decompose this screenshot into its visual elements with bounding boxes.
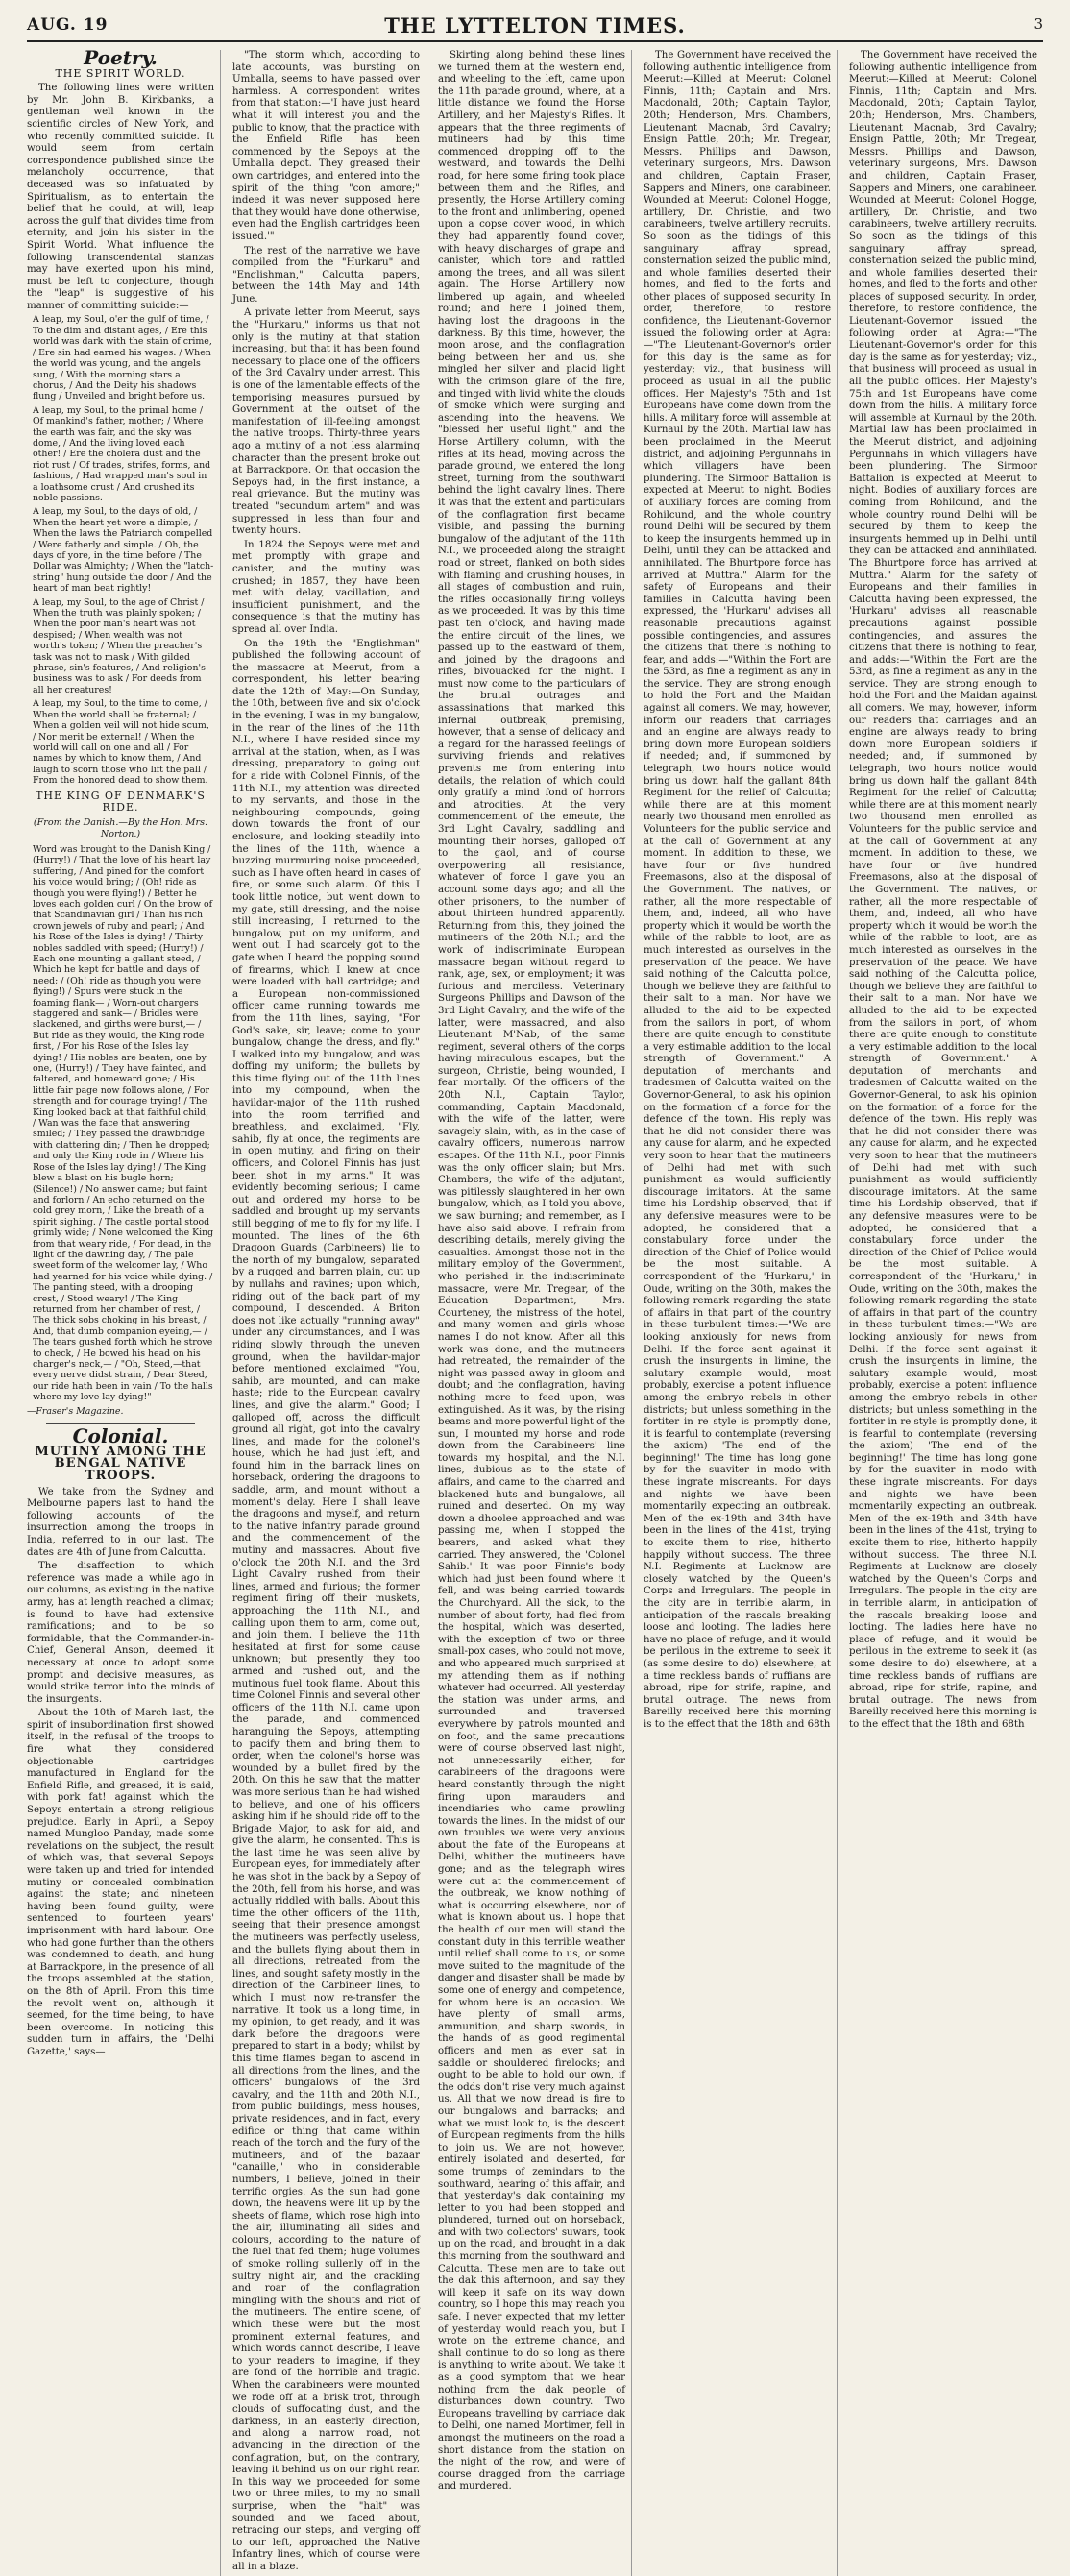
column-5 — [849, 50, 1043, 2576]
poem-title: THE SPIRIT WORLD. — [55, 66, 186, 80]
poem-intro: The following lines were written by Mr. John B. Kirkbanks, a gentleman well known in the scientific circles of New York, and who recently committed suicide. It would seem from certain correspondence published since the melancholy occurrence, that deceased was so infatuated by Spiritualism, as to entertain the belief that he could, at will, leap across the gulf that divides time from eternity, and join his sister in the Spirit World. What influence the following transcendental stanzas may have exerted upon his mind, must be left to conjecture, though the "leap" is suggestive of his manner of committing suicide:— — [27, 83, 214, 311]
article-headline: MUTINY AMONG THE BENGAL NATIVE TROOPS. — [35, 1444, 207, 1483]
column-3 — [438, 50, 632, 2576]
poem-stanza: A leap, my Soul, o'er the gulf of time, / To the dim and distant ages, / Ere this world was dark with the stain of crime, / Ere sin had earned his wages. / When the world was young, and the angels sung, / With the morning stars a chorus, / And the Deity his shadows flung / Unveiled and bright before us. — [33, 314, 212, 402]
poem-stanza: A leap, my Soul, to the age of Christ / When the truth was plainly spoken; / When the poor man's heart was not despised; / When wealth was not worth's token; / When the preacher's task was not to mask / With gilded phrase, sin's features, / And religion's business was to ask / For deeds from all her creatures! — [33, 596, 206, 695]
article-paragraph: In 1824 the Sepoys were met and met promptly with grape and canister, and the mutiny was crushed; in 1857, they have been met with delay, vacillation, and insufficient punishment, and the consequence is that the mutiny has spread all over India. — [232, 539, 420, 635]
column-2 — [232, 50, 426, 2576]
poetry-section-heading: Poetry. — [84, 46, 158, 69]
poem2-byline: (From the Danish.—By the Hon. Mrs. Norton.) — [33, 816, 208, 840]
article-paragraph: The rest of the narrative we have compiled from the "Hurkaru" and "Englishman," Calcutta papers, between the 14th May and 14th June. — [232, 245, 420, 304]
page-number: 3 — [1034, 15, 1043, 33]
poem-stanza: A leap, my Soul, to the time to come, / When the world shall be fraternal; / When a golden veil will not hide scum, / Nor merit be external! / When the world will call on one and all / For names by which to know them, / And laugh to scorn those who lift the pall / From the honored dead to show them. — [33, 698, 209, 787]
poem-stanza: A leap, my Soul, to the primal home / Of mankind's father, mother; / Where the earth was fair, and the sky was dome, / And the living loved each other! / Ere the cholera dust and the riot rust / Of trades, strifes, forms, and fashions, / Had wrapped man's soul in a loathsome crust / And crushed its noble passions. — [33, 404, 211, 503]
article-paragraph: The Government have received the following authentic intelligence from Meerut:—Killed at Meerut: Colonel Finnis, 11th; Captain and Mrs. Macdonald, 20th; Captain Taylor, 20th; Henderson, Mrs. Chambers, Lieutenant Macnab, 3rd Cavalry; Ensign Pattle, 20th; Mr. Tregear, Messrs. Phillips and Dawson, veterinary surgeons, Mrs. Dawson and children, Captain Fraser, Sappers and Miners, one carabineer. Wounded at Meerut: Colonel Hogge, artillery, Dr. Christie, and two carabineers, twelve artillery recruits. So soon as the tidings of this sanguinary affray spread, consternation seized the public mind, and whole families deserted their homes, and fled to the forts and other places of supposed security. In order, therefore, to restore confidence, the Lieutenant-Governor issued the following order at Agra:—"The Lieutenant-Governor's order for this day is the same as for yesterday; viz., that business will proceed as usual in all the public offices. Her Majesty's 75th and 1st Europeans have come down from the hills. A military force will assemble at Kurnaul by the 20th. Martial law has been proclaimed in the Meerut district, and adjoining Pergunnahs in which villagers have been plundering. The Sirmoor Battalion is expected at Meerut to night. Bodies of auxiliary forces are coming from Rohilcund, and the whole country round Delhi will be secured by them to keep the insurgents hemmed up in Delhi, until they can be attacked and annihilated. The Bhurtpore force has arrived at Muttra." Alarm for the safety of Europeans and their families in Calcutta having been expressed, the 'Hurkaru' advises all reasonable precautions against possible contingencies, and assures the citizens that there is nothing to fear, and adds:—"Within the Fort are the 53rd, as fine a regiment as any in the service. They are strong enough to hold the Fort and the Maidan against all comers. We may, however, inform our readers that carriages and an engine are always ready to bring down more European soldiers if needed; and, if summoned by telegraph, two hours notice would bring us down half the gallant 84th Regiment for the relief of Calcutta; while there are at this moment nearly two thousand men enrolled as Volunteers for the public service and at the call of Government at any moment. In addition to these, we have four or five hundred Freemasons, also at the disposal of the Government. The natives, or rather, all the more respectable of them, and, indeed, all who have property which it would be worth the while of the rabble to loot, are as much interested as ourselves in the preservation of the peace. We have said nothing of the Calcutta police, though we believe they are faithful to their salt to a man. Nor have we alluded to the aid to be expected from the sailors in port, of whom there are quite enough to constitute a very estimable addition to the local strength of Government." A deputation of merchants and tradesmen of Calcutta waited on the Governor-General, to ask his opinion on the formation of a force for the defence of the town. His reply was that he did not consider there was any cause for alarm, and he expected very soon to hear that the mutineers of Delhi had met with such punishment as would sufficiently discourage imitators. At the same time his Lordship observed, that if any defensive measures were to be adopted, he considered that a constabulary force under the direction of the Chief of Police would be the most suitable. A correspondent of the 'Hurkaru,' in Oude, writing on the 30th, makes the following remark regarding the state of affairs in that part of the country in these turbulent times:—"We are looking anxiously for news from Delhi. If the force sent against it crush the insurgents in limine, the salutary example would, most probably, exercise a potent influence among the embryo rebels in other districts; but unless something in the fortiter in re style is promptly done, it is fearful to contemplate (reversing the axiom) 'The end of the beginning!' The time has long gone by for the suaviter in modo with these ingrate miscreants. For days and nights we have been momentarily expecting an outbreak. Men of the ex-19th and 34th have been in the lines of the 41st, trying to excite them to rise, hitherto happily without success. The three N.I. Regiments at Lucknow are closely watched by the Queen's Corps and Irregulars. The people in the city are in terrible alarm, in anticipation of the rascals breaking loose and looting. The ladies here have no place of refuge, and it would be perilous in the extreme to seek it (as some desire to do) elsewhere, at a time reckless bands of ruffians are abroad, ripe for strife, rapine, and brutal outrage. The news from Bareilly received here this morning is to the effect that the 18th and 68th — [644, 50, 832, 1730]
poem2-text: Word was brought to the Danish King / (Hurry!) / That the love of his heart lay suffering, / And pined for the comfort his voice would bring; / (Oh! ride as though you were flying!) / Better he loves each golden curl / On the brow of that Scandinavian girl / Than his rich crown jewels of ruby and pearl; / And his Rose of the Isles is dying! / Thirty nobles saddled with speed; (Hurry!) / Each one mounting a gallant steed, / Which he kept for battle and days of need; / (Oh! ride as though you were flying!) / Spurs were stuck in the foaming flank— / Worn-out chargers staggered and sank— / Bridles were slackened, and girths were burst,— / But ride as they would, the King rode first, / For his Rose of the Isles lay dying! / His nobles are beaten, one by one, (Hurry!) / They have fainted, and faltered, and homeward gone; / His little fair page now follows alone, / For strength and for courage trying! / The King looked back at that faithful child, / Wan was the face that answering smiled; / They passed the drawbridge with clattering din; / Then he dropped; and only the King rode in / Where his Rose of the Isles lay dying! / The King blew a blast on his bugle horn; (Silence!) / No answer came; but faint and forlorn / An echo returned on the cold grey morn, / Like the breath of a spirit sighing. / The castle portal stood grimly wide; / None welcomed the King from that weary ride, / For dead, in the light of the dawning day, / The pale sweet form of the welcomer lay, / Who had yearned for his voice while dying. / The panting steed, with a drooping crest, / Stood weary! / The King returned from her chamber of rest, / The thick sobs choking in his breast, / And, that dumb companion eyeing,— / The tears gushed forth which he strove to check, / He bowed his head on his charger's neck,— / "Oh, Steed,—that every nerve didst strain, / Dear Steed, our ride hath been in vain / To the halls where my love lay dying!" — [33, 843, 214, 1403]
column-1 — [27, 46, 221, 2576]
poem2-source: —Fraser's Magazine. — [27, 1405, 124, 1417]
article-paragraph: About the 10th of March last, the spirit of insubordination first showed itself, in the refusal of the troops to fire what they considered objectionable cartridges manufactured in England for the Enfield Rifle, and greased, it is said, with pork fat! against which the Sepoys entertain a strong religious prejudice. Early in April, a Sepoy named Mungloo Panday, made some revelations on the subject, the result of which was, that several Sepoys were taken up and tried for intended mutiny or concealed combination against the state; and nineteen having been found guilty, were sentenced to fourteen years' imprisonment with hard labour. One who had gone further than the others was condemned to death, and hung at Barrackpore, in the presence of all the troops assembled at the station, on the 8th of April. From this time the revolt went on, although it seemed, for the time being, to have been overcome. In noticing this sudden turn in affairs, the 'Delhi Gazette,' says— — [27, 1708, 214, 2057]
article-paragraph: The disaffection to which reference was made a while ago in our columns, as existing in the native army, has at length reached a climax; is found to have had extensive ramifications; and to be so formidable, that the Commander-in-Chief, General Anson, deemed it necessary at once to adopt some prompt and decisive measures, as would strike terror into the minds of the insurgents. — [27, 1561, 214, 1705]
article-paragraph: The Government have received the following authentic intelligence from Meerut:—Killed at Meerut: Colonel Finnis, 11th; Captain and Mrs. Macdonald, 20th; Captain Taylor, 20th; Henderson, Mrs. Chambers, Lieutenant Macnab, 3rd Cavalry; Ensign Pattle, 20th; Mr. Tregear, Messrs. Phillips and Dawson, veterinary surgeons, Mrs. Dawson and children, Captain Fraser, Sappers and Miners, one carabineer. Wounded at Meerut: Colonel Hogge, artillery, Dr. Christie, and two carabineers, twelve artillery recruits. So soon as the tidings of this sanguinary affray spread, consternation seized the public mind, and whole families deserted their homes, and fled to the forts and other places of supposed security. In order, therefore, to restore confidence, the Lieutenant-Governor issued the following order at Agra:—"The Lieutenant-Governor's order for this day is the same as for yesterday; viz., that business will proceed as usual in all the public offices. Her Majesty's 75th and 1st Europeans have come down from the hills. A military force will assemble at Kurnaul by the 20th. Martial law has been proclaimed in the Meerut district, and adjoining Pergunnahs in which villagers have been plundering. The Sirmoor Battalion is expected at Meerut to night. Bodies of auxiliary forces are coming from Rohilcund, and the whole country round Delhi will be secured by them to keep the insurgents hemmed up in Delhi, until they can be attacked and annihilated. The Bhurtpore force has arrived at Muttra." Alarm for the safety of Europeans and their families in Calcutta having been expressed, the 'Hurkaru' advises all reasonable precautions against possible contingencies, and assures the citizens that there is nothing to fear, and adds:—"Within the Fort are the 53rd, as fine a regiment as any in the service. They are strong enough to hold the Fort and the Maidan against all comers. We may, however, inform our readers that carriages and an engine are always ready to bring down more European soldiers if needed; and, if summoned by telegraph, two hours notice would bring us down half the gallant 84th Regiment for the relief of Calcutta; while there are at this moment nearly two thousand men enrolled as Volunteers for the public service and at the call of Government at any moment. In addition to these, we have four or five hundred Freemasons, also at the disposal of the Government. The natives, or rather, all the more respectable of them, and, indeed, all who have property which it would be worth the while of the rabble to loot, are as much interested as ourselves in the preservation of the peace. We have said nothing of the Calcutta police, though we believe they are faithful to their salt to a man. Nor have we alluded to the aid to be expected from the sailors in port, of whom there are quite enough to constitute a very estimable addition to the local strength of Government." A deputation of merchants and tradesmen of Calcutta waited on the Governor-General, to ask his opinion on the formation of a force for the defence of the town. His reply was that he did not consider there was any cause for alarm, and he expected very soon to hear that the mutineers of Delhi had met with such punishment as would sufficiently discourage imitators. At the same time his Lordship observed, that if any defensive measures were to be adopted, he considered that a constabulary force under the direction of the Chief of Police would be the most suitable. A correspondent of the 'Hurkaru,' in Oude, writing on the 30th, makes the following remark regarding the state of affairs in that part of the country in these turbulent times:—"We are looking anxiously for news from Delhi. If the force sent against it crush the insurgents in limine, the salutary example would, most probably, exercise a potent influence among the embryo rebels in other districts; but unless something in the fortiter in re style is promptly done, it is fearful to contemplate (reversing the axiom) 'The end of the beginning!' The time has long gone by for the suaviter in modo with these ingrate miscreants. For days and nights we have been momentarily expecting an outbreak. Men of the ex-19th and 34th have been in the lines of the 41st, trying to excite them to rise, hitherto happily without success. The three N.I. Regiments at Lucknow are closely watched by the Queen's Corps and Irregulars. The people in the city are in terrible alarm, in anticipation of the rascals breaking loose and looting. The ladies here have no place of refuge, and it would be perilous in the extreme to seek it (as some desire to do) elsewhere, at a time reckless bands of ruffians are abroad, ripe for strife, rapine, and brutal outrage. The news from Bareilly received here this morning is to the effect that the 18th and 68th — [849, 50, 1038, 1730]
article-paragraph: Skirting along behind these lines we turned them at the western end, and wheeling to the left, came upon the 11th parade ground, where, at a little distance we found the Horse Artillery, and her Majesty's Rifles. It appears that the three regiments of mutineers had by this time commenced dropping off to the westward, and towards the Delhi road, for here some firing took place between them and the Rifles, and presently, the Horse Artillery coming to the front and unlimbering, opened upon a copse cover wood, in which they had apparently found cover, with heavy discharges of grape and canister, which tore and rattled among the trees, and all was silent again. The Horse Artillery now limbered up again, and wheeled round; and here I joined them, having lost the dragoons in the darkness. By this time, however, the moon arose, and the conflagration being between her and us, she mingled her silver and placid light with the crimson glare of the fire, and tinged with livid white the clouds of smoke which were surging and ascending into the heavens. We "blessed her useful light," and the Horse Artillery column, with the rifles at its head, moving across the parade ground, we entered the long street, turning from the southward behind the light cavalry lines. There it was that the extent and particulars of the conflagration first became visible, and passing the burning bungalow of the adjutant of the 11th N.I., we proceeded along the straight road or street, flanked on both sides with flaming and crushing houses, in all stages of combustion and ruin, the rifles occasionally firing volleys as we proceeded. It was by this time past ten o'clock, and having made the entire circuit of the lines, we passed up to the eastward of them, and joined by the dragoons and rifles, bivouacked for the night. I must now come to the particulars of the brutal outrages and assassinations that marked this infernal outbreak, premising, however, that a sense of delicacy and a regard for the harassed feelings of surviving friends and relatives prevents me from entering into details, the relation of which could only gratify a mind fond of horrors and atrocities. At the very commencement of the emeute, the 3rd Light Cavalry, saddling and mounting their horses, galloped off to the gaol, and of course overpowering all resistance, whatever of force I gave you an account some days ago; and all the other prisoners, to the number of about thirteen hundred apparently. Returning from this, they joined the mutineers of the 20th N.I.; and the work of indiscriminate European massacre began without regard to rank, age, sex, or employment; it was furious and merciless. Veterinary Surgeons Phillips and Dawson of the 3rd Light Cavalry, and the wife of the latter, were massacred, and also Lieutenant M'Nab, of the same regiment, several others of the corps having miraculous escapes, but the surgeon, Christie, being wounded, I fear mortally. Of the officers of the 20th N.I., Captain Taylor, commanding, Captain Macdonald, with the wife of the latter, were savagely slain, with, as in the case of cavalry officers, numerous narrow escapes. Of the 11th N.I., poor Finnis was the only officer slain; but Mrs. Chambers, the wife of the adjutant, was pitilessly slaughtered in her own bungalow, which, as I told you above, we saw burning; and remember, as I have also said above, I refrain from describing details, merely giving the casualties. Amongst those not in the military employ of the Government, who perished in the indiscriminate massacre, were Mr. Tregear, of the Education Department, Mrs. Courteney, the mistress of the hotel, and many women and girls whose names I do not know. After all this work was done, and the mutineers had retreated, the remainder of the night was passed away in gloom and doubt; and the conflagration, having nothing more to feed upon, was extinguished. As it was, by the rising beams and more powerful light of the sun, I mounted my horse and rode down from the Carabineers' line towards my hospital, and the N.I. lines, dubious as to the state of affairs, and came to the charred and blackened huts and bungalows, all ruined and deserted. On my way down a dhoolee approached and was passing me, when I stopped the bearers, and asked what they carried. They answered, the 'Colonel Sahib.' It was poor Finnis's body which had just been found where it fell, and was being carried towards the Churchyard. All the sick, to the number of about forty, had fled from the hospital, which was deserted, with the exception of two or three small-pox cases, who could not move, and who appeared much surprised at my attending them as if nothing whatever had occurred. All yesterday the station was under arms, and surrounded and traversed everywhere by patrols mounted and on foot, and the same precautions were of course observed last night, not unnecessarily either, for carabineers of the dragoons were heard constantly through the night firing upon marauders and incendiaries who came prowling towards the lines. In the midst of our own troubles we were very anxious about the fate of the Europeans at Delhi, whither the mutineers have gone; and as the telegraph wires were cut at the commencement of the outbreak, we know nothing of what is occurring elsewhere, nor of what is known about us. I hope that the health of our men will stand the constant duty in this terrible weather until relief shall come to us, or some move suited to the magnitude of the danger and disaster shall be made by some one of energy and competence, for whom here is an occasion. We have plenty of small arms, ammunition, and sharp swords, in the hands of as good regimental officers and men as ever sat in saddle or shouldered firelocks; and ought to be able to hold our own, if the odds don't rise very much against us. All that we now dread is fire to our bungalows and barracks; and what we must look to, is the descent of European regiments from the hills to join us. We are not, however, entirely isolated and deserted, for some trumps of zemindars to the southward, hearing of this affair, and that yesterday's dak containing my letter to you had been stopped and plundered, turned out on horseback, and with two collectors' suwars, took up on the road, and brought in a dak this morning from the southward and Calcutta. These men are to take out the dak this afternoon, and say they will keep it safe on its way down country, so I hope this may reach you safe. I never expected that my letter of yesterday would reach you, but I wrote on the extreme chance, and shall continue to do so long as there is anything to write about. We take it as a good symptom that we hear nothing from the dak people of disturbances down country. Two Europeans travelling by carriage dak to Delhi, one named Mortimer, fell in amongst the mutineers on the road a short distance from the station on the night of the row, and were of course dragged from the carriage and murdered. — [438, 50, 626, 2492]
article-paragraph: We take from the Sydney and Melbourne papers last to hand the following accounts of the insurrection among the troops in India, referred to in our last. The dates are 4th of June from Calcutta. — [27, 1486, 214, 1558]
article-paragraph: A private letter from Meerut, says the "Hurkaru," informs us that not only is the mutiny at that station increasing, but that it has been found necessary to place one of the officers of the 3rd Cavalry under arrest. This is one of the lamentable effects of the temporising measures pursued by Government at the outset of the manifestation of ill-feeling amongst the native troops. Thirty-three years ago a mutiny of a not less alarming character than the present broke out at Barrackpore. On that occasion the Sepoys had, in the first instance, a real grievance. But the mutiny was treated "secundum artem" and was suppressed in less than four and twenty hours. — [232, 307, 420, 537]
article-columns — [27, 46, 1043, 2572]
colonial-section-heading: Colonial. — [72, 1424, 169, 1448]
poem2-title: THE KING OF DENMARK'S RIDE. — [36, 789, 206, 814]
article-paragraph: On the 19th the "Englishman" published the following account of the massacre at Meerut, from a correspondent, his letter bearing date the 12th of May:—On Sunday, the 10th, between five and six o'clock in the evening, I was in my bungalow, in the rear of the lines of the 11th N.I., where I have resided since my arrival at the station, when, as I was dressing, preparatory to going out for a ride with Colonel Finnis, of the 11th N.I., my attention was directed to my servants, and those in the neighbouring compounds, going down towards the front of our enclosure, and looking steadily into the lines of the 11th, whence a buzzing murmuring noise proceeded, such as I have often heard in cases of fire, or some such alarm. Of this I took little notice, but went down to my gate, still dressing, and the noise still increasing, I returned to the bungalow, put on my uniform, and went out. I had scarcely got to the gate when I heard the popping sound of firearms, which I knew at once were loaded with ball cartridge; and a European non-commissioned officer came running towards me from the 11th lines, saying, "For God's sake, sir, leave; come to your bungalow, change the dress, and fly." I walked into my bungalow, and was doffing my uniform; the bullets by this time flying out of the 11th lines into my compound, when the havildar-major of the 11th rushed into the room terrified and breathless, and exclaimed, "Fly, sahib, fly at once, the regiments are in open mutiny, and firing on their officers, and Colonel Finnis has just been shot in my arms." It was evidently becoming serious; I came out and ordered my horse to be saddled and brought up my servants still begging of me to fly for my life. I mounted. The lines of the 6th Dragoon Guards (Carbineers) lie to the north of my bungalow, separated by a rugged and barren plain, cut up by nullahs and ravines; upon which, riding out of the back part of my compound, I descended. A Briton does not like actually "running away" under any circumstances, and I was riding slowly through the uneven ground, when the havildar-major before mentioned exclaimed "You, sahib, are mounted, and can make haste; ride to the European cavalry lines, and give the alarm." Good; I galloped off, across the difficult ground all right, got into the cavalry lines, and made for the colonel's house, which he had just left, and found him in the barrack lines on horseback, ordering the dragoons to saddle, arm, and mount without a moment's delay. Here I shall leave the dragoons and myself, and return to the native infantry parade ground and the commencement of the mutiny and massacres. About five o'clock the 20th N.I. and the 3rd Light Cavalry rushed from their lines, armed and furious; the former regiment firing off their muskets, approaching the 11th N.I., and calling upon them to arm, come out, and join them. I believe the 11th hesitated at first for some cause unknown; but presently they too armed and rushed out, and the mutinous fuel took flame. About this time Colonel Finnis and several other officers of the 11th N.I. came upon the parade, and commenced haranguing the Sepoys, attempting to pacify them and bring them to order, when the colonel's horse was wounded by a bullet fired by the 20th. On this he saw that the matter was more serious than he had wished to believe, and one of his officers asking him if he should ride off to the Brigade Major, to ask for aid, and give the alarm, he consented. This is the last time he was seen alive by European eyes, for immediately after he was shot in the back by a Sepoy of the 20th, fell from his horse, and was actually riddled with balls. About this time the other officers of the 11th, seeing that their presence amongst the mutineers was perfectly useless, and the bullets flying about them in all directions, retreated from the lines, and sought safety mostly in the direction of the Carbineer lines, to which I must now re-transfer the narrative. It took us a long time, in my opinion, to get ready, and it was dark before the dragoons were prepared to start in a body; whilst by this time flames began to ascend in all directions from the lines, and the officers' bungalows of the 3rd cavalry, and the 11th and 20th N.I., from public buildings, mess houses, private residences, and in fact, every edifice or thing that came within reach of the torch and the fury of the mutineers, and of the bazaar "canaille," who in considerable numbers, I believe, joined in their terrific orgies. As the sun had gone down, the heavens were lit up by the sheets of flame, which rose high into the air, illuminating all sides and colours, according to the nature of the fuel that fed them; huge volumes of smoke rolling sullenly off in the sultry night air, and the crackling and roar of the conflagration mingling with the shouts and riot of the mutineers. The entire scene, of which these were but the most prominent external features, and which words cannot describe, I leave to your readers to imagine, if they are fond of the horrible and tragic. When the carabineers were mounted we rode off at a brisk trot, through clouds of suffocating dust, and the darkness, in an easterly direction, and along a narrow road, not advancing in the direction of the conflagration, but, on the contrary, leaving it behind us on our right rear. In this way we proceeded for some two or three miles, to my no small surprise, when the "halt" was sounded and we faced about, retracing our steps, and verging off to our left, approached the Native Infantry lines, which of course were all in a blaze. — [232, 638, 420, 2572]
article-paragraph: "The storm which, according to late accounts, was bursting on Umballa, seems to have passed over harmless. A correspondent writes from that station:—'I have just heard what it will interest you and the public to know, that the practice with the Enfield Rifle has been commenced by the Sepoys at the Umballa depot. They greased their own cartridges, and entered into the spirit of the thing "con amore;" indeed it was never supposed here that they would have done otherwise, even had the English cartridges been issued.'" — [232, 50, 420, 242]
issue-date: AUG. 19 — [27, 15, 109, 35]
poem-stanza: A leap, my Soul, to the days of old, / When the heart yet wore a dimple; / When the laws the Patriarch compelled / Were fatherly and simple. / Oh, the days of yore, in the time before / The Dollar was Almighty; / When the "latch-string" hung outside the door / And the heart of man beat rightly! — [33, 506, 214, 595]
column-4 — [644, 50, 838, 2576]
newspaper-title: THE LYTTELTON TIMES. — [384, 13, 686, 37]
masthead — [27, 6, 1043, 42]
